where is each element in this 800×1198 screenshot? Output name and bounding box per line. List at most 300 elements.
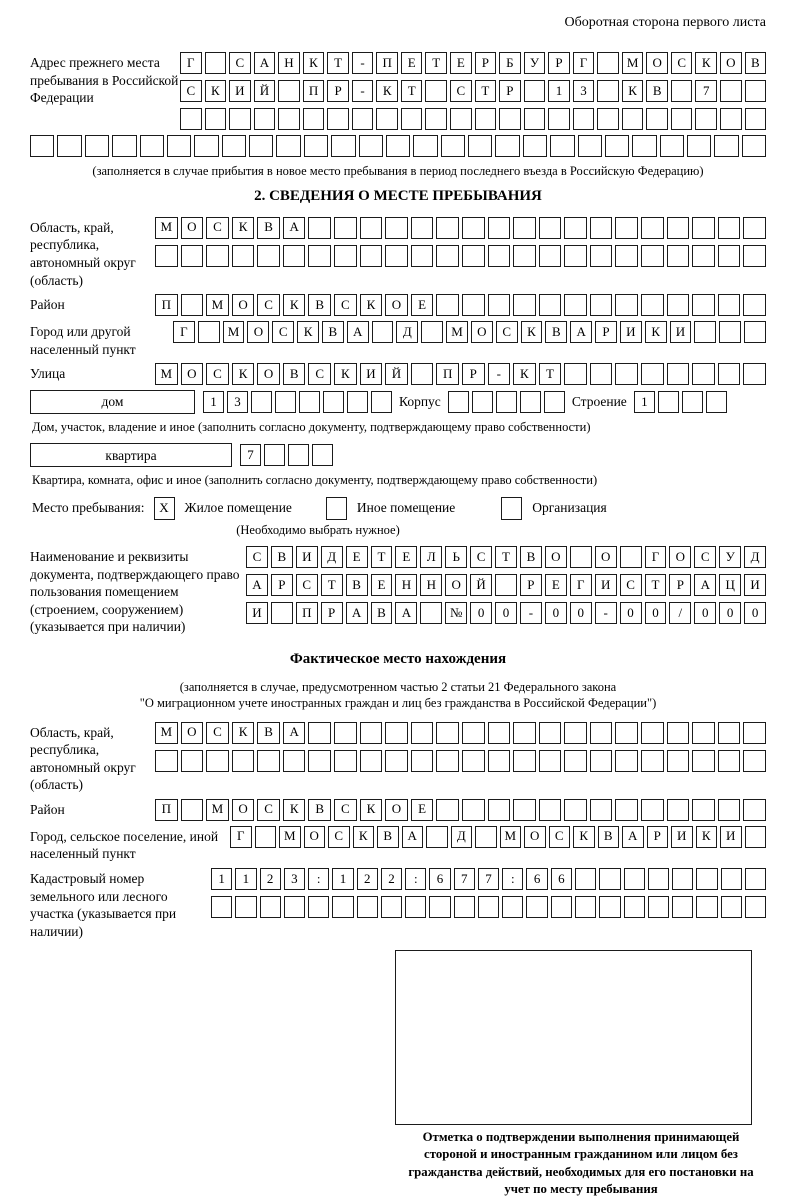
char-cell[interactable]: 1 (203, 391, 224, 413)
char-cell[interactable] (155, 750, 178, 772)
char-cell[interactable] (719, 321, 741, 343)
char-cell[interactable] (468, 135, 492, 157)
char-cell[interactable]: М (206, 294, 229, 316)
char-cell[interactable] (706, 391, 727, 413)
char-cell[interactable]: Г (180, 52, 202, 74)
char-cell[interactable] (575, 896, 596, 918)
char-cell[interactable] (520, 391, 541, 413)
char-cell[interactable] (112, 135, 136, 157)
char-cell[interactable]: : (405, 868, 426, 890)
char-cell[interactable] (334, 750, 357, 772)
char-cell[interactable]: С (206, 722, 229, 744)
char-cell[interactable]: Т (371, 546, 393, 568)
char-cell[interactable]: Г (173, 321, 195, 343)
char-cell[interactable]: С (496, 321, 518, 343)
char-cell[interactable]: 0 (470, 602, 492, 624)
char-cell[interactable] (671, 80, 693, 102)
char-cell[interactable]: 7 (478, 868, 499, 890)
char-cell[interactable]: Р (462, 363, 485, 385)
char-cell[interactable]: И (670, 321, 692, 343)
char-cell[interactable] (255, 826, 277, 848)
char-cell[interactable] (615, 799, 638, 821)
char-cell[interactable]: Р (271, 574, 293, 596)
char-cell[interactable] (194, 135, 218, 157)
char-cell[interactable]: С (206, 217, 229, 239)
char-cell[interactable]: С (620, 574, 642, 596)
char-cell[interactable] (544, 391, 565, 413)
char-cell[interactable]: М (279, 826, 301, 848)
char-cell[interactable] (371, 391, 392, 413)
char-cell[interactable] (745, 80, 767, 102)
char-cell[interactable]: 1 (235, 868, 256, 890)
char-cell[interactable] (745, 108, 767, 130)
char-cell[interactable]: 0 (495, 602, 517, 624)
char-cell[interactable] (523, 135, 547, 157)
char-cell[interactable]: С (246, 546, 268, 568)
char-cell[interactable] (539, 722, 562, 744)
char-cell[interactable]: 3 (227, 391, 248, 413)
char-cell[interactable] (615, 245, 638, 267)
char-cell[interactable]: А (395, 602, 417, 624)
char-cell[interactable]: Т (401, 80, 423, 102)
char-cell[interactable] (718, 799, 741, 821)
char-cell[interactable] (360, 217, 383, 239)
char-cell[interactable]: 1 (548, 80, 570, 102)
char-cell[interactable] (590, 799, 613, 821)
char-cell[interactable]: И (229, 80, 251, 102)
char-cell[interactable] (615, 722, 638, 744)
char-cell[interactable] (450, 108, 472, 130)
char-cell[interactable] (743, 294, 766, 316)
char-cell[interactable] (283, 750, 306, 772)
char-cell[interactable]: 2 (357, 868, 378, 890)
char-cell[interactable] (278, 108, 300, 130)
char-cell[interactable]: В (346, 574, 368, 596)
char-cell[interactable] (743, 363, 766, 385)
char-cell[interactable] (744, 321, 766, 343)
char-cell[interactable] (381, 896, 402, 918)
char-cell[interactable]: 3 (573, 80, 595, 102)
char-cell[interactable]: А (622, 826, 644, 848)
char-cell[interactable]: П (436, 363, 459, 385)
char-cell[interactable]: 7 (695, 80, 717, 102)
char-cell[interactable] (692, 294, 715, 316)
char-cell[interactable]: О (181, 722, 204, 744)
char-cell[interactable]: П (155, 799, 178, 821)
char-cell[interactable] (436, 294, 459, 316)
char-cell[interactable] (692, 217, 715, 239)
char-cell[interactable]: О (232, 799, 255, 821)
char-cell[interactable]: К (232, 722, 255, 744)
char-cell[interactable] (495, 574, 517, 596)
char-cell[interactable] (597, 108, 619, 130)
char-cell[interactable]: / (669, 602, 691, 624)
char-cell[interactable] (332, 896, 353, 918)
char-cell[interactable]: Е (371, 574, 393, 596)
char-cell[interactable] (718, 750, 741, 772)
char-cell[interactable] (411, 217, 434, 239)
char-cell[interactable]: С (272, 321, 294, 343)
char-cell[interactable] (667, 363, 690, 385)
char-cell[interactable]: - (520, 602, 542, 624)
char-cell[interactable] (323, 391, 344, 413)
char-cell[interactable]: Е (401, 52, 423, 74)
char-cell[interactable] (721, 868, 742, 890)
char-cell[interactable] (429, 896, 450, 918)
char-cell[interactable]: - (352, 52, 374, 74)
char-cell[interactable]: Е (450, 52, 472, 74)
char-cell[interactable]: О (257, 363, 280, 385)
char-cell[interactable]: Р (499, 80, 521, 102)
char-cell[interactable] (499, 108, 521, 130)
char-cell[interactable] (462, 217, 485, 239)
char-cell[interactable]: Р (327, 80, 349, 102)
char-cell[interactable] (718, 722, 741, 744)
char-cell[interactable]: А (346, 602, 368, 624)
char-cell[interactable]: Й (254, 80, 276, 102)
char-cell[interactable]: Т (327, 52, 349, 74)
char-cell[interactable]: В (271, 546, 293, 568)
char-cell[interactable] (448, 391, 469, 413)
char-cell[interactable] (570, 546, 592, 568)
char-cell[interactable] (660, 135, 684, 157)
char-cell[interactable]: А (283, 217, 306, 239)
char-cell[interactable]: К (573, 826, 595, 848)
char-cell[interactable] (181, 750, 204, 772)
char-cell[interactable] (401, 108, 423, 130)
char-cell[interactable]: А (347, 321, 369, 343)
char-cell[interactable] (599, 896, 620, 918)
char-cell[interactable] (615, 294, 638, 316)
char-cell[interactable] (526, 896, 547, 918)
char-cell[interactable] (539, 750, 562, 772)
char-cell[interactable] (275, 391, 296, 413)
char-cell[interactable] (641, 722, 664, 744)
char-cell[interactable] (597, 80, 619, 102)
char-cell[interactable] (743, 245, 766, 267)
char-cell[interactable]: М (155, 722, 178, 744)
kvartira-field[interactable]: квартира (30, 443, 232, 467)
char-cell[interactable] (331, 135, 355, 157)
char-cell[interactable]: И (595, 574, 617, 596)
char-cell[interactable]: О (595, 546, 617, 568)
char-cell[interactable]: О (232, 294, 255, 316)
char-cell[interactable]: С (328, 826, 350, 848)
char-cell[interactable] (85, 135, 109, 157)
char-cell[interactable]: М (206, 799, 229, 821)
char-cell[interactable] (496, 391, 517, 413)
char-cell[interactable]: - (352, 80, 374, 102)
char-cell[interactable]: П (376, 52, 398, 74)
char-cell[interactable]: С (334, 799, 357, 821)
char-cell[interactable] (745, 868, 766, 890)
char-cell[interactable]: С (180, 80, 202, 102)
char-cell[interactable] (692, 363, 715, 385)
char-cell[interactable] (564, 722, 587, 744)
char-cell[interactable]: Г (573, 52, 595, 74)
char-cell[interactable]: П (296, 602, 318, 624)
stamp-box[interactable] (395, 950, 752, 1125)
char-cell[interactable]: К (205, 80, 227, 102)
char-cell[interactable]: О (669, 546, 691, 568)
char-cell[interactable]: И (620, 321, 642, 343)
char-cell[interactable] (271, 602, 293, 624)
char-cell[interactable]: К (645, 321, 667, 343)
char-cell[interactable] (385, 245, 408, 267)
char-cell[interactable] (721, 896, 742, 918)
char-cell[interactable]: К (696, 826, 718, 848)
char-cell[interactable] (30, 135, 54, 157)
char-cell[interactable]: А (694, 574, 716, 596)
char-cell[interactable] (573, 108, 595, 130)
char-cell[interactable]: Р (475, 52, 497, 74)
char-cell[interactable] (742, 135, 766, 157)
char-cell[interactable] (276, 135, 300, 157)
char-cell[interactable]: И (360, 363, 383, 385)
char-cell[interactable] (590, 750, 613, 772)
char-cell[interactable] (667, 217, 690, 239)
char-cell[interactable] (590, 245, 613, 267)
char-cell[interactable]: 1 (211, 868, 232, 890)
char-cell[interactable]: О (524, 826, 546, 848)
char-cell[interactable]: Ь (445, 546, 467, 568)
char-cell[interactable] (605, 135, 629, 157)
char-cell[interactable] (372, 321, 394, 343)
char-cell[interactable]: М (155, 363, 178, 385)
char-cell[interactable] (475, 108, 497, 130)
char-cell[interactable] (360, 245, 383, 267)
char-cell[interactable]: К (297, 321, 319, 343)
char-cell[interactable]: О (646, 52, 668, 74)
char-cell[interactable]: К (695, 52, 717, 74)
char-cell[interactable] (564, 294, 587, 316)
char-cell[interactable]: К (232, 363, 255, 385)
char-cell[interactable] (312, 444, 333, 466)
char-cell[interactable]: О (720, 52, 742, 74)
char-cell[interactable]: 2 (381, 868, 402, 890)
char-cell[interactable] (235, 896, 256, 918)
char-cell[interactable]: О (471, 321, 493, 343)
char-cell[interactable]: Д (396, 321, 418, 343)
char-cell[interactable]: Р (669, 574, 691, 596)
char-cell[interactable]: К (303, 52, 325, 74)
char-cell[interactable] (548, 108, 570, 130)
char-cell[interactable] (205, 108, 227, 130)
char-cell[interactable] (347, 391, 368, 413)
char-cell[interactable]: К (353, 826, 375, 848)
char-cell[interactable]: В (545, 321, 567, 343)
char-cell[interactable] (590, 722, 613, 744)
char-cell[interactable] (671, 108, 693, 130)
char-cell[interactable]: Р (520, 574, 542, 596)
char-cell[interactable]: О (385, 294, 408, 316)
char-cell[interactable] (462, 750, 485, 772)
char-cell[interactable]: Н (420, 574, 442, 596)
char-cell[interactable] (475, 826, 497, 848)
char-cell[interactable]: М (622, 52, 644, 74)
char-cell[interactable]: П (155, 294, 178, 316)
char-cell[interactable] (524, 108, 546, 130)
char-cell[interactable] (692, 750, 715, 772)
char-cell[interactable] (386, 135, 410, 157)
char-cell[interactable]: Е (346, 546, 368, 568)
char-cell[interactable] (181, 294, 204, 316)
char-cell[interactable] (564, 799, 587, 821)
char-cell[interactable]: К (360, 294, 383, 316)
char-cell[interactable]: № (445, 602, 467, 624)
char-cell[interactable]: : (502, 868, 523, 890)
char-cell[interactable]: В (308, 294, 331, 316)
char-cell[interactable]: 0 (694, 602, 716, 624)
char-cell[interactable] (641, 799, 664, 821)
char-cell[interactable] (198, 321, 220, 343)
char-cell[interactable]: Н (395, 574, 417, 596)
char-cell[interactable]: О (545, 546, 567, 568)
char-cell[interactable] (288, 444, 309, 466)
char-cell[interactable]: 7 (240, 444, 261, 466)
char-cell[interactable] (411, 722, 434, 744)
char-cell[interactable] (672, 868, 693, 890)
char-cell[interactable] (436, 799, 459, 821)
char-cell[interactable] (551, 896, 572, 918)
char-cell[interactable]: С (549, 826, 571, 848)
char-cell[interactable] (622, 108, 644, 130)
char-cell[interactable] (550, 135, 574, 157)
char-cell[interactable] (181, 245, 204, 267)
char-cell[interactable] (425, 80, 447, 102)
char-cell[interactable] (454, 896, 475, 918)
char-cell[interactable]: К (283, 799, 306, 821)
char-cell[interactable]: 6 (429, 868, 450, 890)
char-cell[interactable] (564, 750, 587, 772)
char-cell[interactable]: С (470, 546, 492, 568)
char-cell[interactable]: А (254, 52, 276, 74)
char-cell[interactable] (303, 108, 325, 130)
char-cell[interactable] (696, 896, 717, 918)
char-cell[interactable] (513, 217, 536, 239)
checkbox-1[interactable]: X (154, 497, 175, 520)
char-cell[interactable] (695, 108, 717, 130)
char-cell[interactable]: Й (470, 574, 492, 596)
char-cell[interactable] (745, 896, 766, 918)
char-cell[interactable] (578, 135, 602, 157)
char-cell[interactable] (694, 321, 716, 343)
char-cell[interactable] (692, 245, 715, 267)
char-cell[interactable]: К (513, 363, 536, 385)
char-cell[interactable] (436, 245, 459, 267)
char-cell[interactable] (495, 135, 519, 157)
char-cell[interactable] (564, 217, 587, 239)
char-cell[interactable]: 0 (570, 602, 592, 624)
char-cell[interactable] (360, 750, 383, 772)
char-cell[interactable]: Т (645, 574, 667, 596)
char-cell[interactable]: Н (278, 52, 300, 74)
char-cell[interactable] (488, 245, 511, 267)
char-cell[interactable]: И (720, 826, 742, 848)
char-cell[interactable] (284, 896, 305, 918)
char-cell[interactable] (257, 750, 280, 772)
char-cell[interactable]: А (570, 321, 592, 343)
char-cell[interactable] (667, 245, 690, 267)
char-cell[interactable] (488, 294, 511, 316)
char-cell[interactable]: Д (321, 546, 343, 568)
char-cell[interactable] (425, 108, 447, 130)
char-cell[interactable] (641, 245, 664, 267)
char-cell[interactable]: С (308, 363, 331, 385)
char-cell[interactable] (334, 217, 357, 239)
char-cell[interactable] (632, 135, 656, 157)
char-cell[interactable]: 0 (545, 602, 567, 624)
char-cell[interactable] (462, 245, 485, 267)
char-cell[interactable]: С (671, 52, 693, 74)
char-cell[interactable]: О (304, 826, 326, 848)
char-cell[interactable] (436, 722, 459, 744)
char-cell[interactable]: : (308, 868, 329, 890)
char-cell[interactable]: Т (495, 546, 517, 568)
char-cell[interactable]: В (322, 321, 344, 343)
char-cell[interactable]: Т (539, 363, 562, 385)
char-cell[interactable]: К (622, 80, 644, 102)
char-cell[interactable] (181, 799, 204, 821)
char-cell[interactable] (615, 750, 638, 772)
char-cell[interactable] (488, 799, 511, 821)
char-cell[interactable]: О (445, 574, 467, 596)
char-cell[interactable]: О (181, 363, 204, 385)
char-cell[interactable]: Р (647, 826, 669, 848)
char-cell[interactable]: П (303, 80, 325, 102)
char-cell[interactable] (672, 896, 693, 918)
char-cell[interactable] (222, 135, 246, 157)
char-cell[interactable]: Е (545, 574, 567, 596)
char-cell[interactable] (352, 108, 374, 130)
char-cell[interactable]: В (377, 826, 399, 848)
char-cell[interactable] (360, 722, 383, 744)
char-cell[interactable] (513, 799, 536, 821)
char-cell[interactable] (411, 363, 434, 385)
char-cell[interactable]: У (524, 52, 546, 74)
char-cell[interactable] (211, 896, 232, 918)
char-cell[interactable] (682, 391, 703, 413)
char-cell[interactable] (564, 363, 587, 385)
char-cell[interactable] (413, 135, 437, 157)
char-cell[interactable] (327, 108, 349, 130)
char-cell[interactable]: К (360, 799, 383, 821)
char-cell[interactable] (180, 108, 202, 130)
char-cell[interactable] (278, 80, 300, 102)
char-cell[interactable] (667, 294, 690, 316)
char-cell[interactable] (743, 750, 766, 772)
char-cell[interactable]: А (402, 826, 424, 848)
char-cell[interactable] (615, 363, 638, 385)
char-cell[interactable]: А (246, 574, 268, 596)
char-cell[interactable] (206, 245, 229, 267)
char-cell[interactable] (720, 80, 742, 102)
char-cell[interactable]: С (206, 363, 229, 385)
char-cell[interactable]: И (296, 546, 318, 568)
char-cell[interactable] (641, 750, 664, 772)
char-cell[interactable] (420, 602, 442, 624)
char-cell[interactable]: М (223, 321, 245, 343)
char-cell[interactable] (57, 135, 81, 157)
char-cell[interactable] (615, 217, 638, 239)
char-cell[interactable]: Л (420, 546, 442, 568)
char-cell[interactable]: С (229, 52, 251, 74)
char-cell[interactable] (743, 217, 766, 239)
char-cell[interactable] (441, 135, 465, 157)
char-cell[interactable] (692, 799, 715, 821)
char-cell[interactable] (232, 245, 255, 267)
char-cell[interactable] (641, 294, 664, 316)
